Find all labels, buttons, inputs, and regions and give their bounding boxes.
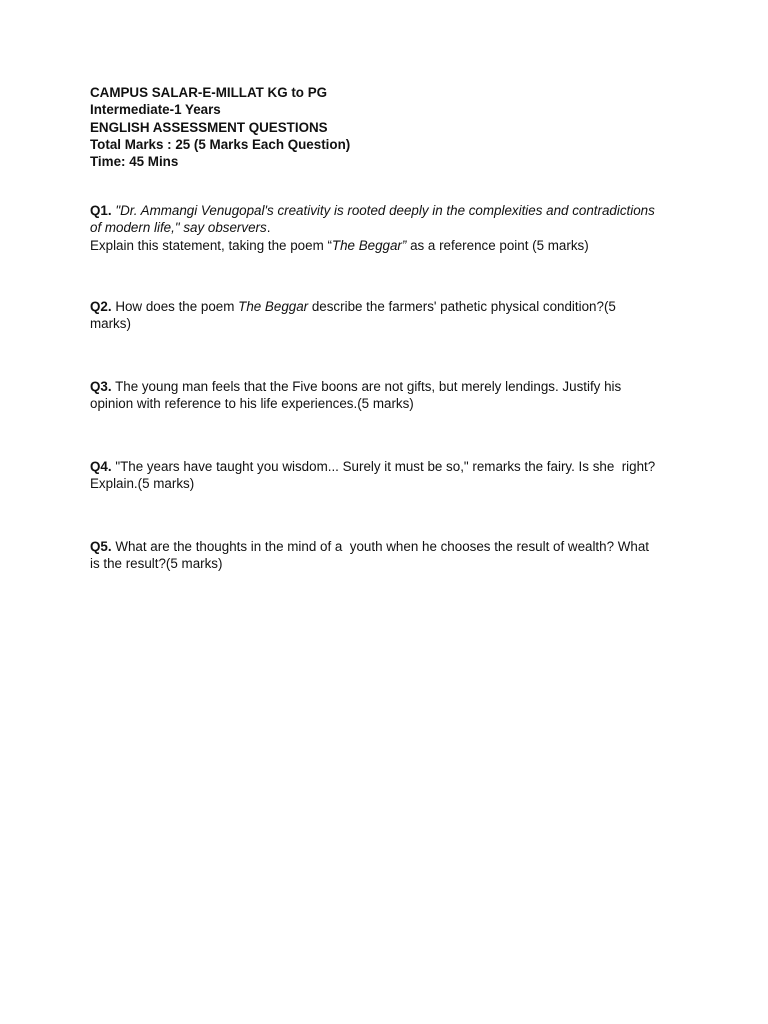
question-4 [90, 458, 690, 493]
question-1-quote [90, 202, 690, 237]
question-1-instruction [90, 237, 690, 254]
question-5 [90, 538, 690, 573]
school-name: CAMPUS SALAR-E-MILLAT KG to PG [90, 85, 328, 100]
question-5-number: Q5. [90, 539, 112, 554]
question-1-quote-line2: of modern life," say observers [90, 220, 267, 236]
time-limit: Time: 45 Mins [90, 154, 179, 170]
question-3 [90, 378, 690, 413]
class-level: Intermediate-1 Years [90, 102, 221, 118]
question-1-poem-title: The Beggar” [331, 237, 407, 253]
total-marks: Total Marks : 25 (5 Marks Each Question) [90, 136, 351, 152]
question-5-line2: is the result?(5 marks) [90, 556, 223, 572]
question-1-period: . [266, 220, 271, 236]
question-2-number: Q2. [90, 299, 112, 314]
question-2-text [90, 298, 690, 333]
question-1-instruction-text: Explain this statement, taking the poem “ [90, 237, 332, 253]
question-4-number: Q4. [90, 459, 112, 474]
question-4-line1: "The years have taught you wisdom... Surely it must be so," remarks the fairy. Is she right? [111, 459, 656, 474]
assessment-title: ENGLISH ASSESSMENT QUESTIONS [90, 119, 328, 135]
question-2-line2: marks) [90, 316, 131, 332]
question-4-text [90, 458, 690, 493]
document-header [90, 84, 350, 170]
question-4-line2: Explain.(5 marks) [90, 476, 195, 492]
question-1-marks: as a reference point (5 marks) [406, 237, 589, 253]
question-2-text-post: describe the farmers' pathetic physical condition?(5 [308, 299, 616, 314]
question-1-quote-line1: "Dr. Ammangi Venugopal's creativity is rooted deeply in the complexities and contradictions [115, 203, 655, 218]
question-5-text [90, 538, 690, 573]
question-3-line2: opinion with reference to his life experiences.(5 marks) [90, 396, 414, 412]
question-3-text [90, 378, 690, 413]
question-3-line1: The young man feels that the Five boons are not gifts, but merely lendings. Justify his [111, 379, 622, 394]
question-1 [90, 202, 690, 254]
question-1-number: Q1. [90, 203, 112, 218]
question-3-number: Q3. [90, 379, 112, 394]
question-2-text-pre: How does the poem [111, 299, 239, 314]
question-5-line1: What are the thoughts in the mind of a youth when he chooses the result of wealth? What [111, 539, 650, 554]
question-2 [90, 298, 690, 333]
question-2-poem-title: The Beggar [238, 299, 309, 314]
